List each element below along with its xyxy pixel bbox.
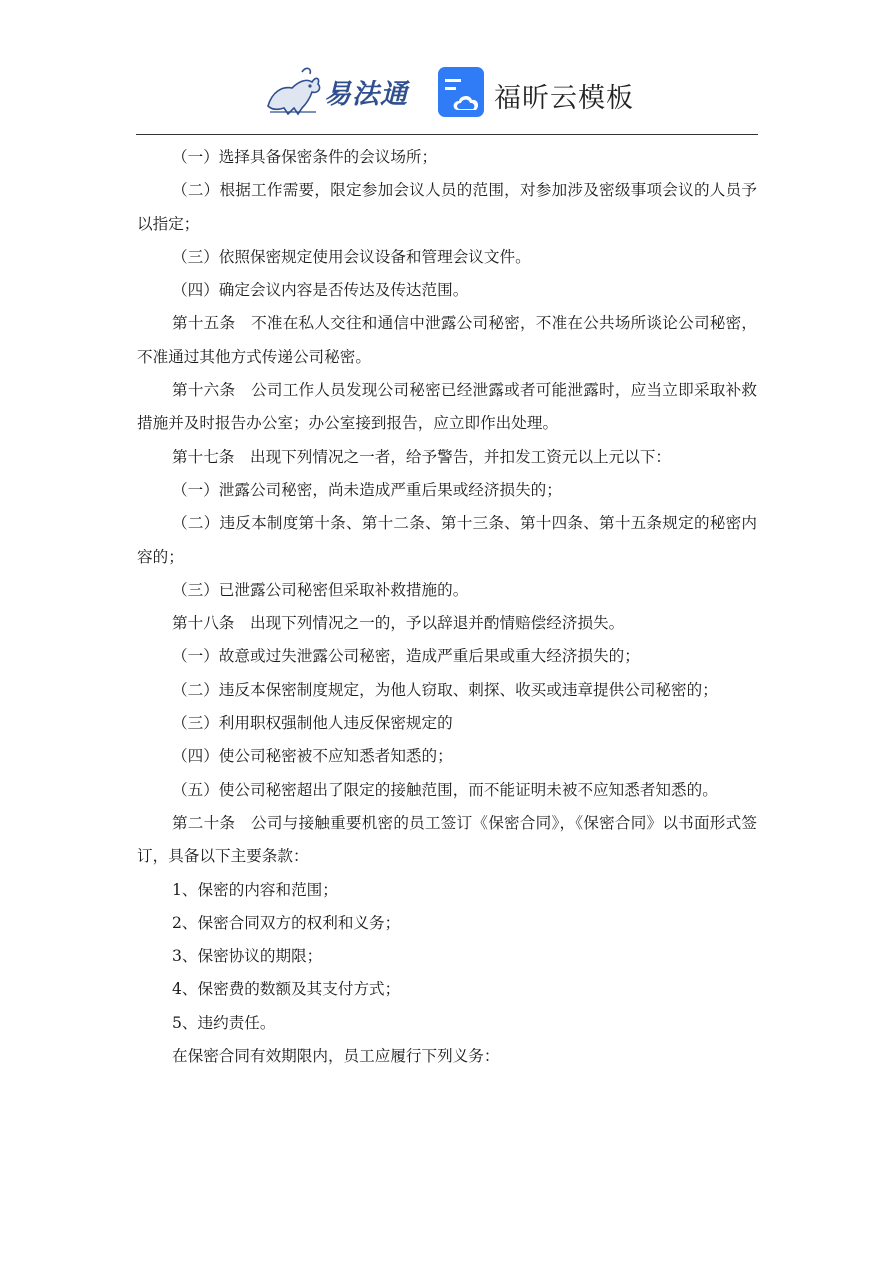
paragraph: 2、保密合同双方的权利和义务；: [172, 913, 401, 932]
paragraph: （二）违反本保密制度规定，为他人窃取、刺探、收买或违章提供公司秘密的；: [172, 680, 718, 699]
logo2-text: 福昕云模板: [494, 83, 634, 114]
paragraph: 5、违约责任。: [172, 1013, 276, 1032]
paragraph: （四）确定会议内容是否传达及传达范围。: [172, 281, 469, 300]
paragraph: （三）依照保密规定使用会议设备和管理会议文件。: [172, 247, 531, 266]
cloud-document-icon: [436, 66, 488, 118]
paragraph: 第十五条 不准在私人交往和通信中泄露公司秘密，不准在公共场所谈论公司秘密，不准通过其他方式传递公司秘密。: [137, 314, 757, 366]
paragraph: （二）违反本制度第十条、第十二条、第十三条、第十四条、第十五条规定的秘密内容的；: [137, 514, 757, 566]
qilin-icon: [262, 62, 324, 118]
logo1-text: 易法通: [324, 79, 408, 110]
document-body: [137, 141, 757, 1073]
paragraph: 1、保密的内容和范围；: [172, 880, 338, 899]
paragraph: （三）利用职权强制他人违反保密规定的: [172, 714, 453, 733]
yifatong-logo: [262, 62, 412, 118]
paragraph: 第十八条 出现下列情况之一的，予以辞退并酌情赔偿经济损失。: [172, 614, 625, 633]
paragraph: 3、保密协议的期限；: [172, 947, 323, 966]
paragraph: （四）使公司秘密被不应知悉者知悉的；: [172, 747, 453, 766]
paragraph: 第十六条 公司工作人员发现公司秘密已经泄露或者可能泄露时，应当立即采取补救措施并及时报告办公室；办公室接到报告，应立即作出处理。: [137, 381, 757, 433]
paragraph: 第十七条 出现下列情况之一者，给予警告，并扣发工资元以上元以下：: [172, 447, 672, 466]
paragraph: （一）故意或过失泄露公司秘密，造成严重后果或重大经济损失的；: [172, 647, 640, 666]
page-header: [0, 60, 893, 122]
paragraph: 在保密合同有效期限内，员工应履行下列义务：: [172, 1047, 500, 1066]
paragraph: 第二十条 公司与接触重要机密的员工签订《保密合同》，《保密合同》以书面形式签订，具备以下主要条款：: [137, 813, 757, 866]
paragraph: （三）已泄露公司秘密但采取补救措施的。: [172, 580, 469, 599]
paragraph: （一）泄露公司秘密，尚未造成严重后果或经济损失的；: [172, 480, 562, 499]
paragraph: （五）使公司秘密超出了限定的接触范围，而不能证明未被不应知悉者知悉的。: [172, 780, 718, 799]
paragraph: （二）根据工作需要，限定参加会议人员的范围，对参加涉及密级事项会议的人员予以指定；: [137, 181, 757, 233]
paragraph: （一）选择具备保密条件的会议场所；: [172, 148, 438, 166]
foxit-cloud-template-logo: [436, 66, 656, 118]
header-divider: [136, 134, 758, 135]
paragraph: 4、保密费的数额及其支付方式；: [172, 980, 401, 999]
